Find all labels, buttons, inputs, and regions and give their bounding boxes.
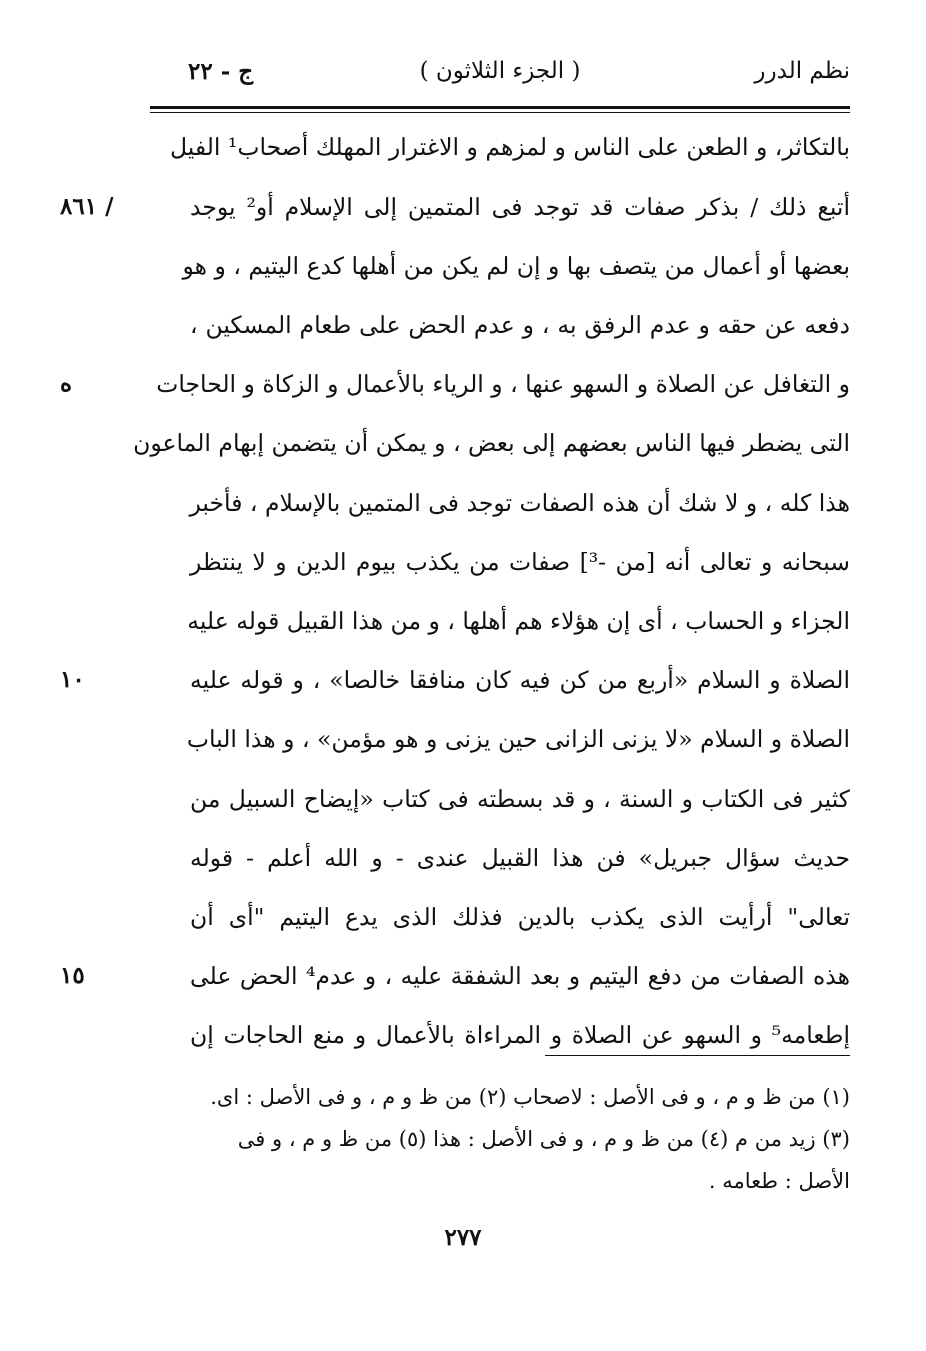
text-line-13: حديث سؤال جبريل» فن هذا القبيل عندى - و الله أعلم - قوله — [190, 844, 850, 872]
text-line-11: الصلاة و السلام «لا يزنى الزانى حين يزنى و هو مؤمن» ، و هذا الباب — [186, 725, 850, 753]
text-line-2: أتبع ذلك / بذكر صفات قد توجد فى المتمين إلى الإسلام أو² يوجد — [190, 193, 850, 221]
page-number: ٢٧٧ — [444, 1224, 482, 1251]
text-line-4: دفعه عن حقه و عدم الرفق به ، و عدم الحض على طعام المسكين ، — [190, 311, 850, 339]
header-rule-thick — [150, 106, 850, 109]
text-line-14: تعالى" أرأيت الذى يكذب بالدين فذلك الذى يدع اليتيم "أى أن — [190, 903, 850, 931]
book-title: نظم الدرر — [754, 58, 850, 84]
margin-folio-number: / ٨٦١ — [60, 193, 114, 220]
text-line-5: و التغافل عن الصلاة و السهو عنها ، و الرياء بالأعمال و الزكاة و الحاجات — [156, 370, 850, 398]
text-line-1: بالتكاثر، و الطعن على الناس و لمزهم و الاغترار المهلك أصحاب¹ الفيل — [169, 133, 850, 161]
text-line-9: الجزاء و الحساب ، أى إن هؤلاء هم أهلها ، و من هذا القبيل قوله عليه — [187, 607, 850, 635]
text-line-12: كثير فى الكتاب و السنة ، و قد بسطته فى كتاب «إيضاح السبيل من — [190, 785, 850, 813]
text-line-8: سبحانه و تعالى أنه [من -³] صفات من يكذب بيوم الدين و لا ينتظر — [190, 548, 850, 576]
text-line-3: بعضها أو أعمال من يتصف بها و إن لم يكن من أهلها كدع اليتيم ، و هو — [182, 252, 850, 280]
text-line-15: هذه الصفات من دفع اليتيم و بعد الشفقة عليه ، و عدم⁴ الحض على — [190, 962, 850, 990]
margin-line-number-15: ١٥ — [60, 962, 85, 989]
header-rule-thin — [150, 112, 850, 113]
volume-reference: ج - ٢٢ — [188, 58, 254, 85]
margin-line-number-10: ١٠ — [60, 666, 85, 693]
part-label: ( الجزء الثلاثون ) — [419, 58, 581, 84]
text-line-16: إطعامه⁵ و السهو عن الصلاة و المراءاة بالأعمال و منع الحاجات إن — [190, 1021, 850, 1049]
footnote-line-2: (٣) زيد من م (٤) من ظ و م ، و فى الأصل : هذا (٥) من ظ و م ، و فى — [237, 1127, 850, 1151]
footnote-line-1: (١) من ظ و م ، و فى الأصل : لاصحاب (٢) من ظ و م ، و فى الأصل : اى. — [210, 1085, 850, 1109]
text-line-6: التى يضطر فيها الناس بعضهم إلى بعض ، و يمكن أن يتضمن إبهام الماعون — [133, 429, 850, 457]
margin-line-number-5: ه — [60, 370, 73, 397]
footnote-rule — [545, 1055, 850, 1056]
text-line-7: هذا كله ، و لا شك أن هذه الصفات توجد فى المتمين بالإسلام ، فأخبر — [189, 489, 850, 517]
text-line-10: الصلاة و السلام «أربع من كن فيه كان منافقا خالصا» ، و قوله عليه — [190, 666, 850, 694]
footnote-line-3: الأصل : طعامه . — [708, 1169, 850, 1193]
running-header — [150, 58, 850, 98]
